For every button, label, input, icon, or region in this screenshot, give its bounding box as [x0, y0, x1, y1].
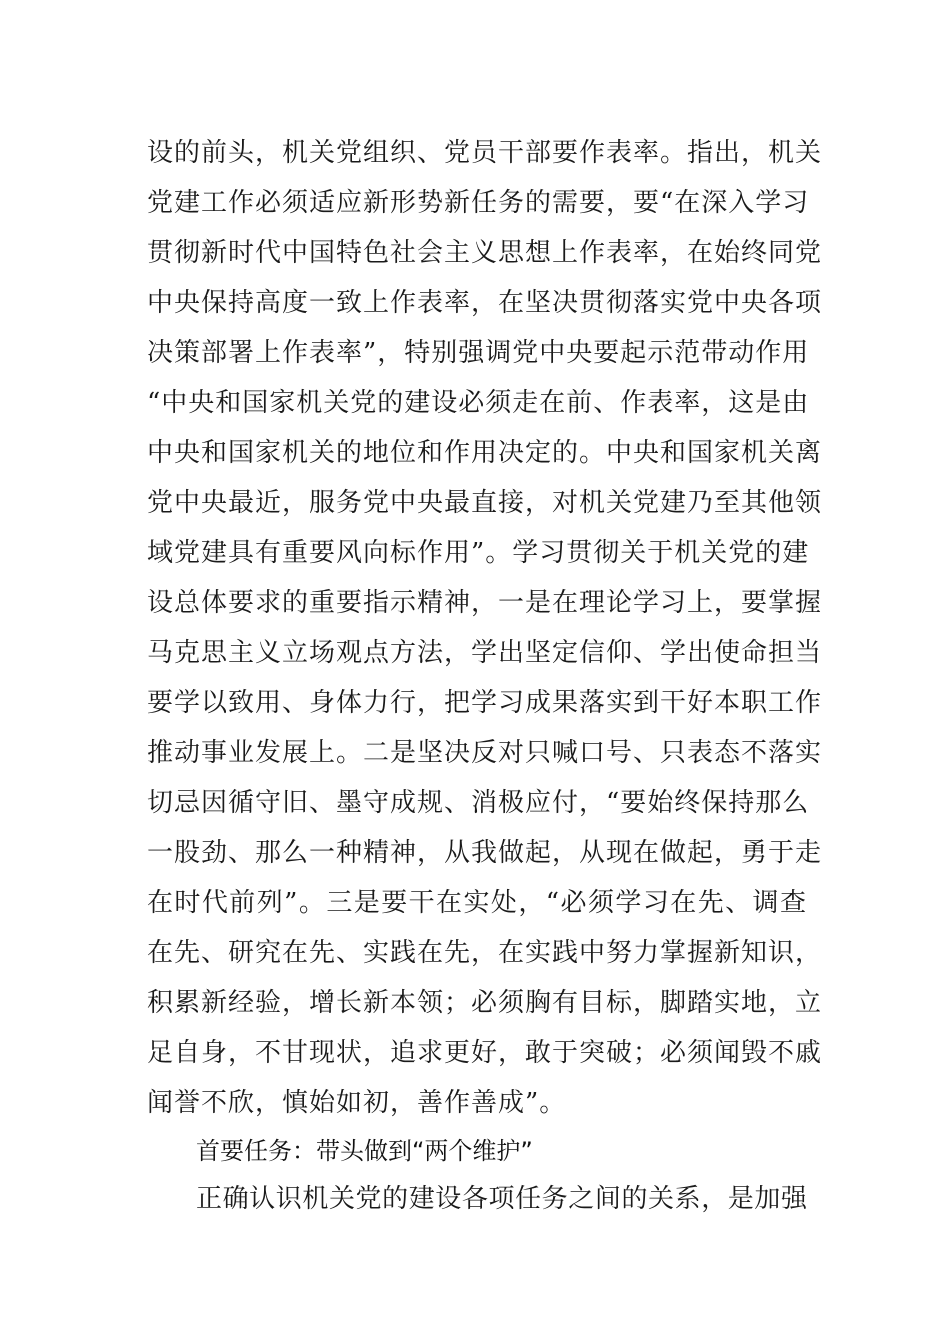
text-line: 推动事业发展上。二是坚决反对只喊口号、只表态不落实 [147, 738, 823, 768]
text-line: 中央和国家机关的地位和作用决定的。中央和国家机关离 [147, 438, 823, 468]
text-line: 足自身，不甘现状，追求更好，敢于突破；必须闻毁不戚 [147, 1038, 823, 1068]
text-line: 决策部署上作表率”，特别强调党中央要起示范带动作用 [147, 338, 810, 368]
text-line: 马克思主义立场观点方法，学出坚定信仰、学出使命担当 [147, 638, 823, 668]
paragraph-first-line: 正确认识机关党的建设各项任务之间的关系，是加强 [196, 1184, 807, 1214]
text-line: 在时代前列”。三是要干在实处，“必须学习在先、调查 [147, 888, 807, 918]
text-line: 要学以致用、身体力行，把学习成果落实到干好本职工作 [147, 688, 823, 718]
text-line: 域党建具有重要风向标作用”。学习贯彻关于机关党的建 [147, 538, 810, 568]
section-heading: 首要任务：带头做到“两个维护” [196, 1137, 533, 1165]
body-paragraph [147, 128, 823, 1128]
text-line: 贯彻新时代中国特色社会主义思想上作表率，在始终同党 [147, 238, 823, 268]
text-line: 积累新经验，增长新本领；必须胸有目标，脚踏实地，立 [147, 988, 823, 1018]
text-line: 切忌因循守旧、墨守成规、消极应付，“要始终保持那么 [147, 788, 810, 818]
text-line: 闻誉不欣，慎始如初，善作善成”。 [147, 1088, 567, 1118]
text-line: 在先、研究在先、实践在先，在实践中努力掌握新知识， [147, 938, 823, 968]
text-line: 党中央最近，服务党中央最直接，对机关党建乃至其他领 [147, 488, 823, 518]
text-line: 设的前头，机关党组织、党员干部要作表率。指出，机关 [147, 138, 823, 168]
text-line: 党建工作必须适应新形势新任务的需要，要“在深入学习 [147, 188, 810, 218]
text-line: 一股劲、那么一种精神，从我做起，从现在做起，勇于走 [147, 838, 823, 868]
text-line: 设总体要求的重要指示精神，一是在理论学习上，要掌握 [147, 588, 823, 618]
text-line: 中央保持高度一致上作表率，在坚决贯彻落实党中央各项 [147, 288, 823, 318]
text-line: “中央和国家机关党的建设必须走在前、作表率，这是由 [147, 388, 810, 418]
